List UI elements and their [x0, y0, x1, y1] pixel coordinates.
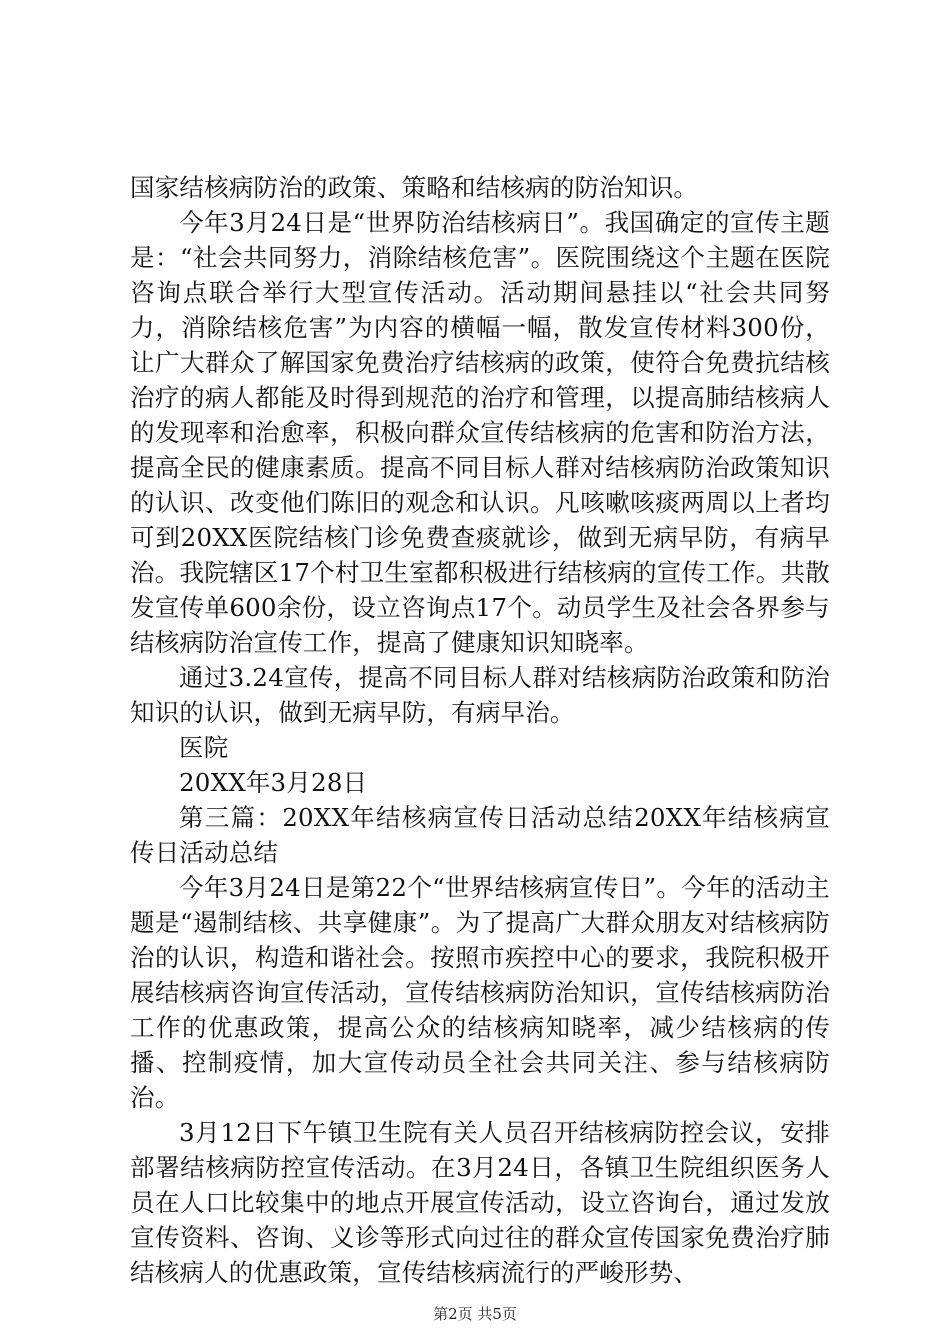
section-heading: 第三篇：20XX年结核病宣传日活动总结20XX年结核病宣传日活动总结	[130, 803, 830, 867]
paragraph-tb-day-report: 今年3月24日是“世界防治结核病日”。我国确定的宣传主题是：“社会共同努力，消除结核危害”。医院围绕这个主题在医院咨询点联合举行大型宣传活动。活动期间悬挂以“社会共同努力，消除结核危害”为内容的横幅一幅，散发宣传材料300份，让广大群众了解国家免费治疗结核病的政策，使符合免费抗结核治疗的病人都能及时得到规范的治疗和管理，以提高肺结核病人的发现率和治愈率，积极向群众宣传结核病的危害和防治方法，提高全民的健康素质。提高不同目标人群对结核病防治政策知识的认识、改变他们陈旧的观念和认识。凡咳嗽咳痰两周以上者均可到20XX医院结核门诊免费查痰就诊，做到无病早防，有病早治。我院辖区17个村卫生室都积极进行结核病的宣传工作。共散发宣传单600余份，设立咨询点17个。动员学生及社会各界参与结核病防治宣传工作，提高了健康知识知晓率。	[130, 208, 830, 657]
document-body	[130, 170, 830, 1290]
paragraph-activity-theme: 今年3月24日是第22个“世界结核病宣传日”。今年的活动主题是“遏制结核、共享健康”。为了提高广大群众朋友对结核病防治的认识，构造和谐社会。按照市疾控中心的要求，我院积极开展结核病咨询宣传活动，宣传结核病防治知识，宣传结核病防治工作的优惠政策，提高公众的结核病知晓率，减少结核病的传播、控制疫情，加大宣传动员全社会共同关注、参与结核病防治。	[130, 873, 830, 1112]
page-footer: 第2页 共5页	[433, 1305, 517, 1323]
paragraph-activity-details: 3月12日下午镇卫生院有关人员召开结核病防控会议，安排部署结核病防控宣传活动。在3月24日，各镇卫生院组织医务人员在人口比较集中的地点开展宣传活动，设立咨询台，通过发放宣传资料、咨询、义诊等形式向过往的群众宣传国家免费治疗肺结核病人的优惠政策，宣传结核病流行的严峻形势、	[130, 1118, 830, 1287]
signature-date: 20XX年3月28日	[179, 768, 368, 797]
signature-hospital: 医院	[179, 733, 229, 762]
paragraph-summary: 通过3.24宣传，提高不同目标人群对结核病防治政策和防治知识的认识，做到无病早防，有病早治。	[130, 663, 830, 727]
paragraph-continuation: 国家结核病防治的政策、策略和结核病的防治知识。	[130, 173, 699, 202]
